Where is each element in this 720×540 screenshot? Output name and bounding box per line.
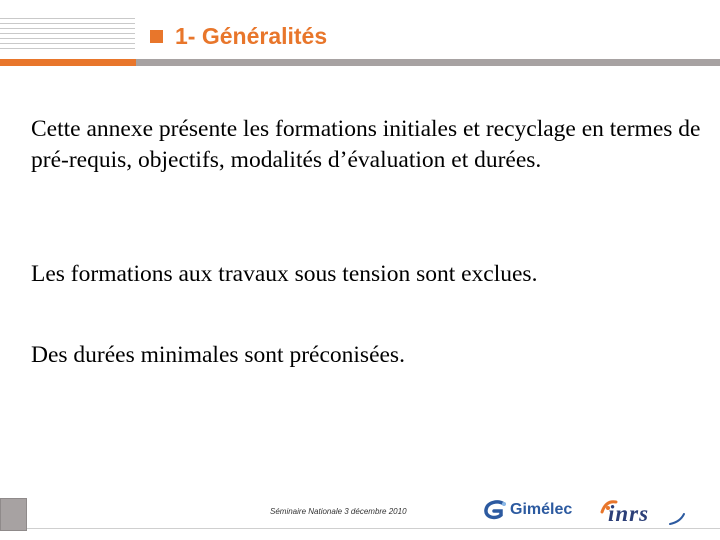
- corner-decoration: [0, 498, 27, 531]
- header-gray-bar: [136, 59, 720, 66]
- paragraph-2: Les formations aux travaux sous tension sont exclues.: [31, 261, 538, 287]
- paragraph-1: Cette annexe présente les formations initiales et recyclage en termes de pré-requis, objectifs, modalités d’évaluation et durées.: [31, 116, 701, 173]
- gimelec-wordmark: Gimélec: [510, 501, 573, 518]
- gimelec-logo: [484, 500, 572, 520]
- gimelec-swirl-icon: [484, 500, 508, 520]
- inrs-wordmark: inrs: [608, 501, 650, 526]
- title-area: [150, 23, 327, 50]
- inrs-logo: [600, 498, 690, 530]
- slide-title: 1- Généralités: [175, 23, 328, 49]
- footer-text: Séminaire Nationale 3 décembre 2010: [270, 507, 407, 516]
- header-decorative-lines: [0, 18, 135, 53]
- paragraph-3: Des durées minimales sont préconisées.: [31, 342, 405, 368]
- header-accent-bar: [0, 59, 136, 66]
- square-bullet-icon: [150, 30, 163, 43]
